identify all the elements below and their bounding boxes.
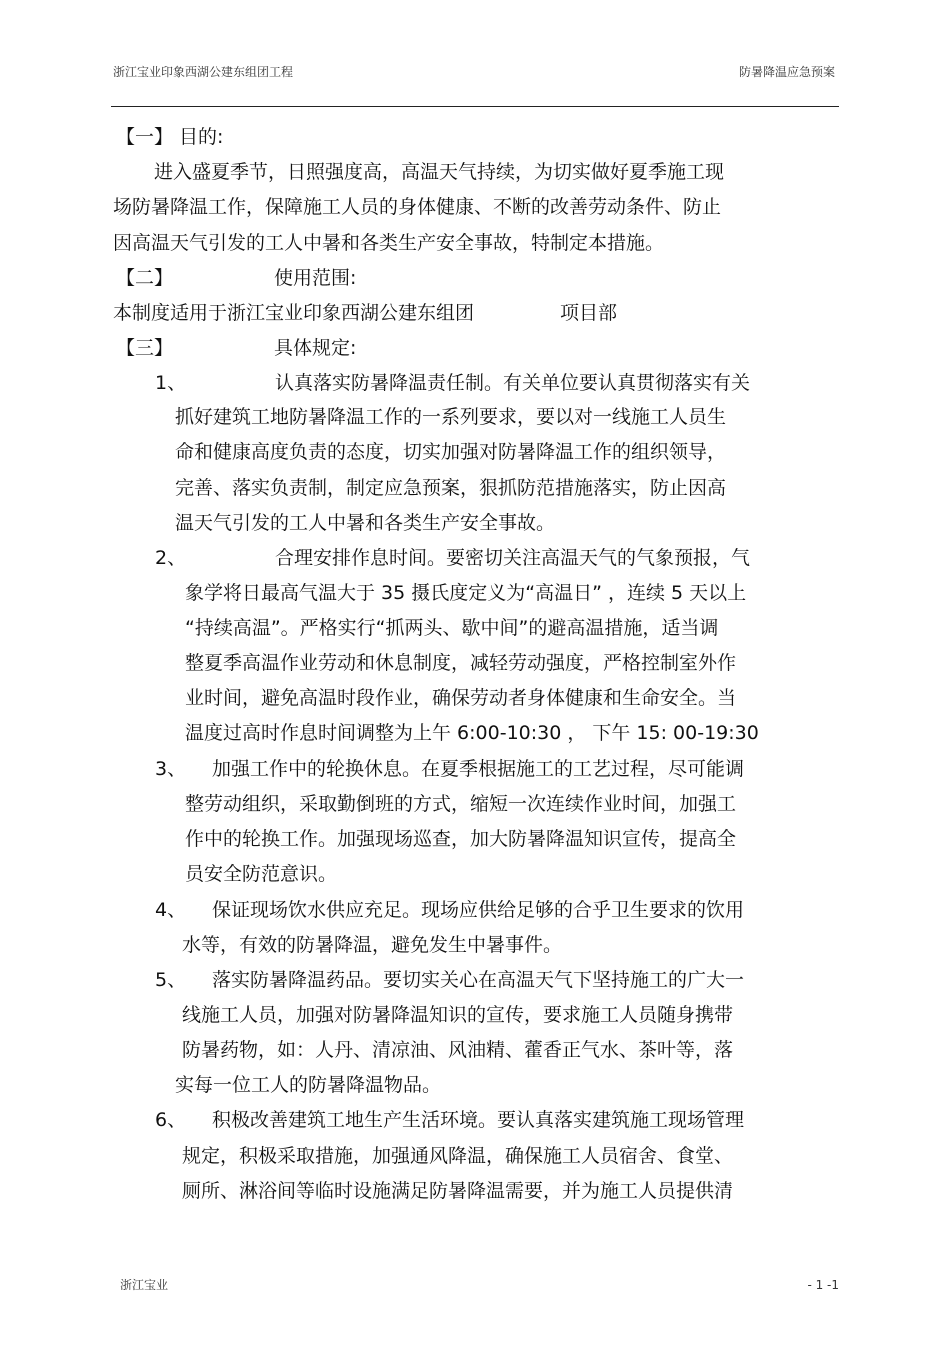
section-1-line: 进入盛夏季节，日照强度高，高温天气持续，为切实做好夏季施工现 bbox=[154, 161, 725, 183]
section-2-bracket: 【二】 bbox=[116, 267, 174, 289]
section-2-title: 使用范围: bbox=[274, 267, 357, 289]
item-line: 整劳动组织，采取勤倒班的方式，缩短一次连续作业时间，加强工 bbox=[185, 793, 737, 815]
footer-page-number: - 1 -1 bbox=[807, 1278, 839, 1292]
item-line: 作中的轮换工作。加强现场巡查，加大防暑降温知识宣传，提高全 bbox=[185, 828, 737, 850]
item-line: 合理安排作息时间。要密切关注高温天气的气象预报，气 bbox=[275, 547, 751, 569]
item-line: 厕所、淋浴间等临时设施满足防暑降温需要，并为施工人员提供清 bbox=[182, 1180, 734, 1202]
item-line: 完善、落实负责制，制定应急预案，狠抓防范措施落实，防止因高 bbox=[175, 477, 727, 499]
item-line: 员安全防范意识。 bbox=[185, 863, 338, 885]
item-number: 6、 bbox=[155, 1109, 187, 1131]
item-line: 认真落实防暑降温责任制。有关单位要认真贯彻落实有关 bbox=[275, 372, 751, 394]
item-line: 加强工作中的轮换休息。在夏季根据施工的工艺过程，尽可能调 bbox=[212, 758, 745, 780]
section-1-line: 场防暑降温工作，保障施工人员的身体健康、不断的改善劳动条件、防止 bbox=[113, 196, 722, 218]
item-line: 整夏季高温作业劳动和休息制度，减轻劳动强度，严格控制室外作 bbox=[185, 652, 737, 674]
item-line: 积极改善建筑工地生产生活环境。要认真落实建筑施工现场管理 bbox=[212, 1109, 745, 1131]
item-line: 水等，有效的防暑降温，避免发生中暑事件。 bbox=[182, 934, 563, 956]
item-line: 温度过高时作息时间调整为上午 6:00-10:30 ， 下午 15: 00-19:30 bbox=[185, 722, 759, 744]
section-1-heading: 【一】 目的: bbox=[116, 126, 224, 148]
header-project-title: 浙江宝业印象西湖公建东组团工程 bbox=[113, 65, 294, 79]
item-line: 防暑药物，如：人丹、清凉油、风油精、藿香正气水、茶叶等，落 bbox=[182, 1039, 734, 1061]
section-3-bracket: 【三】 bbox=[116, 337, 174, 359]
item-line: 线施工人员，加强对防暑降温知识的宣传，要求施工人员随身携带 bbox=[182, 1004, 734, 1026]
item-line: “持续高温”。严格实行“抓两头、歇中间”的避高温措施，适当调 bbox=[185, 617, 719, 639]
header-document-title: 防暑降温应急预案 bbox=[738, 65, 835, 79]
section-1-line: 因高温天气引发的工人中暑和各类生产安全事故，特制定本措施。 bbox=[113, 232, 665, 254]
item-line: 命和健康高度负责的态度，切实加强对防暑降温工作的组织领导， bbox=[175, 441, 727, 463]
item-number: 4、 bbox=[155, 899, 187, 921]
footer-company: 浙江宝业 bbox=[120, 1278, 169, 1292]
item-line: 保证现场饮水供应充足。现场应供给足够的合乎卫生要求的饮用 bbox=[212, 899, 745, 921]
section-2-scope: 本制度适用于浙江宝业印象西湖公建东组团 bbox=[113, 302, 475, 324]
item-line: 规定，积极采取措施，加强通风降温，确保施工人员宿舍、食堂、 bbox=[182, 1145, 734, 1167]
item-number: 3、 bbox=[155, 758, 187, 780]
header-divider bbox=[111, 106, 839, 107]
item-line: 业时间，避免高温时段作业，确保劳动者身体健康和生命安全。当 bbox=[185, 687, 737, 709]
section-2-department: 项目部 bbox=[560, 302, 618, 324]
item-number: 1、 bbox=[155, 372, 187, 394]
item-line: 抓好建筑工地防暑降温工作的一系列要求，要以对一线施工人员生 bbox=[175, 406, 727, 428]
item-number: 2、 bbox=[155, 547, 187, 569]
item-number: 5、 bbox=[155, 969, 187, 991]
item-line: 象学将日最高气温大于 35 摄氏度定义为“高温日” ，连续 5 天以上 bbox=[185, 582, 747, 604]
item-line: 实每一位工人的防暑降温物品。 bbox=[175, 1074, 442, 1096]
item-line: 落实防暑降温药品。要切实关心在高温天气下坚持施工的广大一 bbox=[212, 969, 745, 991]
item-line: 温天气引发的工人中暑和各类生产安全事故。 bbox=[175, 512, 556, 534]
section-3-title: 具体规定: bbox=[274, 337, 357, 359]
